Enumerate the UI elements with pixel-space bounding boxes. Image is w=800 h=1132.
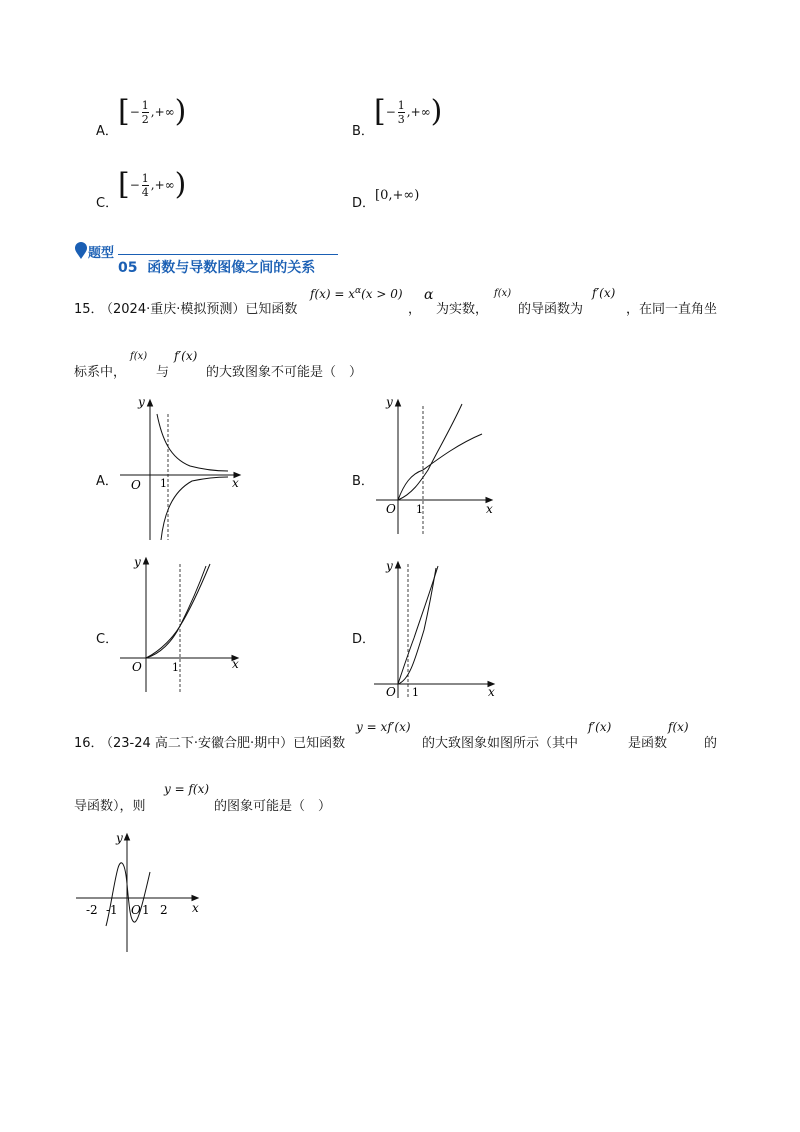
y-axis-arrow (396, 562, 401, 568)
y-axis-label: y (138, 395, 145, 409)
curve-fx (398, 566, 438, 684)
origin-label: O (132, 660, 142, 674)
x-axis-label: x (232, 657, 239, 671)
q15-sep: ， (408, 302, 422, 317)
tick-one-label: 1 (172, 661, 179, 674)
q15-option-b-label[interactable]: B． (352, 474, 374, 489)
q14-option-b-label[interactable]: B． (352, 124, 374, 139)
q16-graph (70, 828, 210, 954)
q15-text3: 的导函数为 (518, 302, 584, 317)
q15-line2-fx: f(x) (130, 351, 148, 362)
q15-option-a-label[interactable]: A． (96, 474, 118, 489)
q15-graph-c[interactable] (110, 552, 250, 698)
q15-line2-c: 的大致图象不可能是（ ） (206, 365, 363, 380)
q16-fx: f(x) (668, 720, 689, 734)
tick-two-label: 2 (160, 903, 168, 917)
q16-line2-func: y = f(x) (164, 782, 210, 796)
q15-option-d-label[interactable]: D． (352, 632, 376, 647)
y-axis-label: y (116, 831, 123, 845)
section-number: 05 (118, 260, 138, 276)
q15-graph-b[interactable] (366, 394, 506, 540)
q14-option-c-interval: [ − $\frac{1}{4}$ ,+∞ ) (118, 167, 187, 202)
x-axis-arrow (192, 896, 198, 901)
q14-option-d-label[interactable]: D． (352, 196, 376, 211)
y-axis-arrow (396, 400, 401, 406)
section-tag: 题型 (88, 246, 115, 261)
q16-line2-a: 导函数），则 (74, 799, 146, 814)
tick-one-label: 1 (142, 903, 150, 917)
curve-fx (398, 434, 482, 500)
q14-option-b-interval: [ − $\frac{1}{3}$ ,+∞ ) (374, 94, 443, 129)
q15-text4: ，在同一直角坐 (626, 302, 718, 317)
fraction: $\frac{1}{4}$ (141, 171, 149, 199)
q15-number: 15． (74, 302, 104, 317)
minus-sign: − (129, 178, 140, 192)
origin-label: O (131, 478, 141, 492)
q16-fpx: f′(x) (588, 720, 612, 734)
q14-option-a-label[interactable]: A． (96, 124, 118, 139)
q15-alpha: α (424, 287, 434, 303)
x-axis-label: x (486, 502, 493, 516)
q15-source: （2024·重庆·模拟预测）已知函数 (100, 302, 298, 317)
y-axis-label: y (386, 559, 393, 573)
q15-option-c-label[interactable]: C． (96, 632, 119, 647)
interval-tail: ,+∞ (150, 105, 175, 119)
tick-one-label: 1 (160, 477, 167, 490)
tick-one-label: 1 (412, 686, 419, 699)
q15-graph-d[interactable] (366, 556, 506, 702)
q16-source: （23-24 高二下·安徽合肥·期中）已知函数 (100, 736, 346, 751)
q16-text3: 是函数 (628, 736, 668, 751)
x-axis-label: x (232, 476, 239, 490)
q15-graph-a[interactable] (110, 394, 250, 542)
q16-number: 16． (74, 736, 104, 751)
y-axis-label: y (134, 555, 141, 569)
q15-line2-b: 与 (156, 365, 170, 380)
q15-fx: f(x) (494, 288, 512, 299)
x-axis-label: x (192, 901, 199, 915)
q15-line2-fpx: f′(x) (174, 349, 198, 363)
curve-fx (157, 414, 228, 471)
fraction: $\frac{1}{2}$ (141, 98, 149, 126)
curve-fx (146, 566, 206, 658)
origin-label: O (386, 502, 396, 516)
x-axis-label: x (488, 685, 495, 699)
y-axis-arrow (125, 834, 130, 840)
origin-label: O (386, 685, 396, 699)
q15-line2-a: 标系中， (74, 365, 127, 380)
q14-option-d-value: [0,+∞) (375, 188, 420, 203)
q16-line2-b: 的图象可能是（ ） (214, 799, 332, 814)
tick-minus2-label: -2 (86, 903, 98, 917)
q14-option-a-interval: [ − $\frac{1}{2}$ ,+∞ ) (118, 94, 187, 129)
q16-function: y = xf′(x) (356, 720, 411, 734)
y-axis-arrow (144, 558, 149, 564)
origin-label: O (131, 903, 141, 917)
curve-fpx (161, 477, 228, 540)
section-title (118, 257, 315, 277)
minus-sign: − (385, 105, 396, 119)
y-axis-label: y (386, 395, 393, 409)
q16-text2: 的大致图象如图所示（其中 (422, 736, 579, 751)
tick-one-label: 1 (416, 503, 423, 516)
q14-option-c-label[interactable]: C． (96, 196, 119, 211)
q16-text4: 的 (704, 736, 718, 751)
curve-fpx (146, 564, 210, 658)
section-underline (118, 254, 338, 255)
fraction: $\frac{1}{3}$ (397, 98, 405, 126)
tick-minus1-label: -1 (106, 903, 118, 917)
section-title-text: 函数与导数图像之间的关系 (147, 260, 316, 276)
interval-tail: ,+∞ (406, 105, 431, 119)
q15-fpx: f′(x) (592, 286, 616, 300)
q15-text2: 为实数， (436, 302, 489, 317)
interval-tail: ,+∞ (150, 178, 175, 192)
y-axis-arrow (148, 400, 153, 406)
q15-function: $f(x) = x^\alpha(x > 0)$ (310, 286, 403, 301)
minus-sign: − (129, 105, 140, 119)
curve-fpx (398, 404, 462, 500)
location-pin-icon (74, 242, 88, 260)
